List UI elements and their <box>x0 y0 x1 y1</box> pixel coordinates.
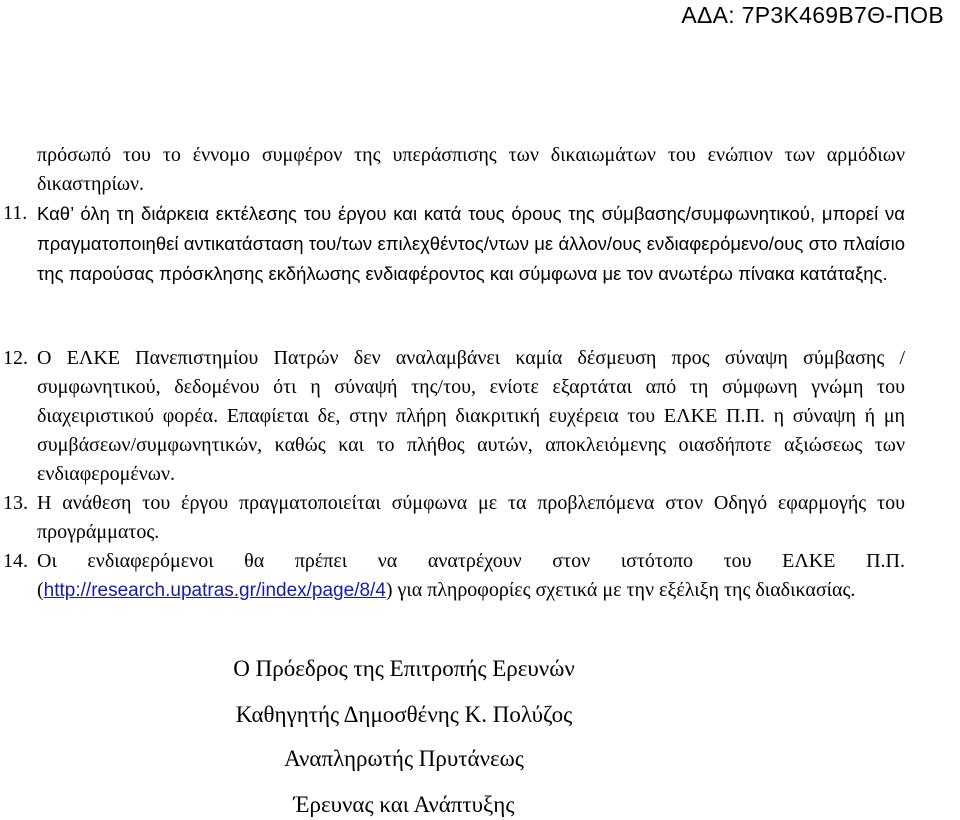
item-11-body: Καθ’ όλη τη διάρκεια εκτέλεσης του έργου και κατά τους όρους της σύμβασης/συμφωνητικού, μπορεί να πραγματοποιηθεί αντικατάσταση του/των επιλεχθέντος/ντων με άλλον/ους ενδιαφερόμενο/ους στο πλαίσιο της παρούσας πρόσκλησης εκδήλωσης ενδιαφέροντος και σύμφωνα με τον ανωτέρω πίνακα κατάταξης. <box>37 203 905 284</box>
research-link[interactable]: http://research.upatras.gr/index/page/8/4 <box>43 580 386 601</box>
signature-title-3: Έρευνας και Ανάπτυξης <box>293 792 515 817</box>
item-14-text <box>37 547 905 605</box>
signature-title-1: Ο Πρόεδρος της Επιτροπής Ερευνών <box>233 656 575 681</box>
item-13-text: Η ανάθεση του έργου πραγματοποιείται σύμφωνα με τα προβλεπόμενα στον Οδηγό εφαρμογής του προγράμματος. <box>37 492 905 543</box>
continuation-paragraph: πρόσωπό του το έννομο συμφέρον της υπεράσπισης των δικαιωμάτων του ενώπιον των αρμόδιων δικαστηρίων. <box>37 144 905 195</box>
item-14-text-b: ) για πληροφορίες σχετικά με την εξέλιξη της διαδικασίας. <box>385 579 856 601</box>
item-11-text <box>37 199 905 289</box>
signature-name: Καθηγητής Δημοσθένης Κ. Πολύζος <box>235 702 573 727</box>
signature-title-2: Αναπληρωτής Πρυτάνεως <box>284 746 524 771</box>
ada-code: ΑΔΑ: 7Ρ3Κ469Β7Θ-ΠΟΒ <box>681 2 944 28</box>
item-14-text-a: Οι ενδιαφερόμενοι θα πρέπει να ανατρέχουν στον ιστότοπο του ΕΛΚΕ Π.Π. ( <box>37 550 905 601</box>
item-12-text: Ο ΕΛΚΕ Πανεπιστημίου Πατρών δεν αναλαμβάνει καμία δέσμευση προς σύναψη σύμβασης / συμφωνητικού, δεδομένου ότι η σύναψή της/του, ενίοτε εξαρτάται από τη σύμφωνη γνώμη του διαχειριστικού φορέα. Επαφίεται δε, στην πλήρη διακριτική ευχέρεια του ΕΛΚΕ Π.Π. η σύναψη ή μη συμβάσεων/συμφωνητικών, καθώς και το πλήθος αυτών, αποκλειόμενης οιασδήποτε αξιώσεως των ενδιαφερομένων. <box>37 347 905 485</box>
item-12-number: 12. <box>3 347 28 369</box>
item-14-number: 14. <box>3 550 28 572</box>
item-13-number: 13. <box>3 492 28 514</box>
item-11-number: 11. <box>3 202 28 224</box>
